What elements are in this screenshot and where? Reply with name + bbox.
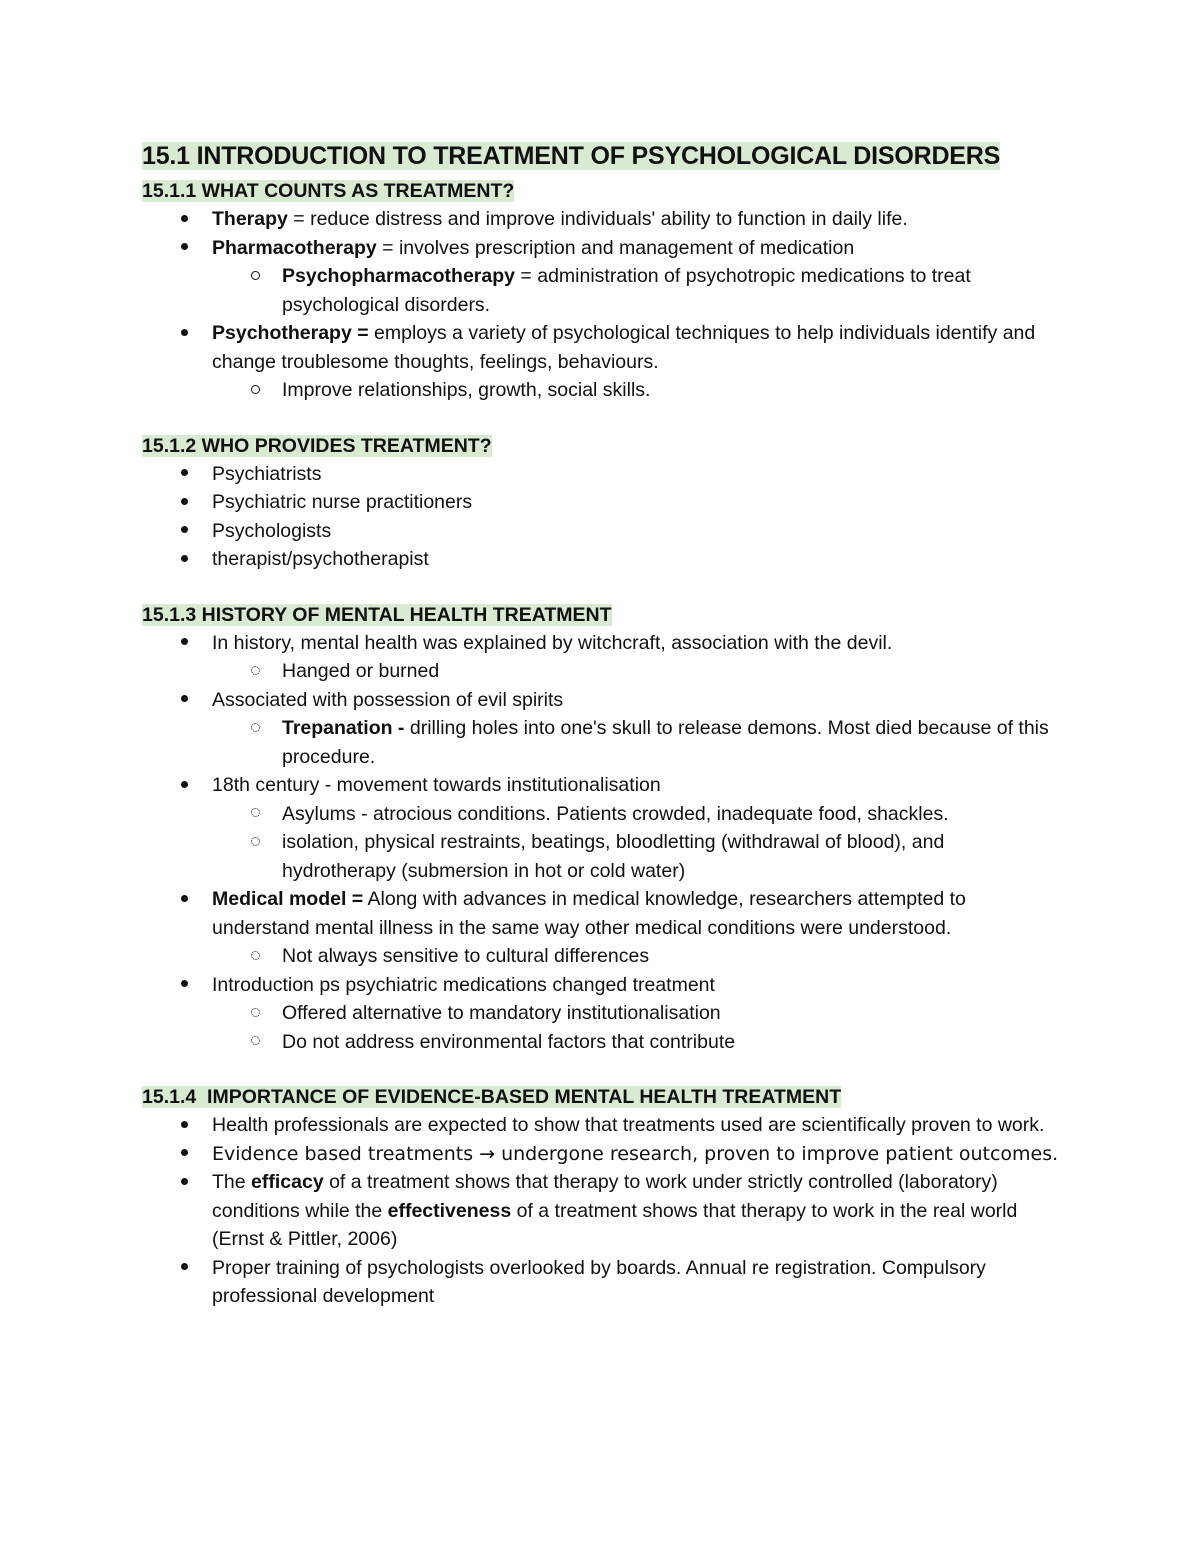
bullet-circle-icon	[245, 376, 265, 405]
list-item: Introduction ps psychiatric medications changed treatment	[142, 971, 1062, 1000]
list-item: Not always sensitive to cultural differences	[142, 942, 1062, 971]
bullet-dotted-circle-icon	[245, 714, 265, 743]
list-item: Medical model = Along with advances in medical knowledge, researchers attempted to understand mental illness in the same way other medical conditions were understood.	[142, 885, 1062, 942]
page-title	[142, 138, 1062, 175]
list-item: Psychopharmacotherapy = administration of psychotropic medications to treat psychological disorders.	[142, 262, 1062, 319]
list-item: Hanged or burned	[142, 657, 1062, 686]
bullet-dot-icon	[174, 1254, 194, 1283]
section-heading: 15.1.3 HISTORY OF MENTAL HEALTH TREATMENT	[142, 603, 612, 626]
list-item: The efficacy of a treatment shows that therapy to work under strictly controlled (laboratory) conditions while the effectiveness of a treatment shows that therapy to work in the real world (Ernst & Pittler, 2006)	[142, 1168, 1062, 1254]
bullet-dot-icon	[174, 1168, 194, 1197]
bullet-dot-icon	[174, 885, 194, 914]
list-item: Improve relationships, growth, social skills.	[142, 376, 1062, 405]
bullet-dotted-circle-icon	[245, 657, 265, 686]
section-heading: 15.1.2 WHO PROVIDES TREATMENT?	[142, 434, 492, 457]
bullet-dot-icon	[174, 488, 194, 517]
bullet-list	[142, 460, 1062, 574]
list-item: Psychotherapy = employs a variety of psychological techniques to help individuals identify and change troublesome thoughts, feelings, behaviours.	[142, 319, 1062, 376]
list-item: Psychologists	[142, 517, 1062, 546]
list-item: Health professionals are expected to show that treatments used are scientifically proven to work.	[142, 1111, 1062, 1140]
list-item: Offered alternative to mandatory institutionalisation	[142, 999, 1062, 1028]
bullet-list	[142, 205, 1062, 405]
bullet-dot-icon	[174, 971, 194, 1000]
list-item: Associated with possession of evil spirits	[142, 686, 1062, 715]
bullet-dot-icon	[174, 1140, 194, 1169]
bullet-dot-icon	[174, 517, 194, 546]
list-item: 18th century - movement towards institutionalisation	[142, 771, 1062, 800]
list-item: In history, mental health was explained by witchcraft, association with the devil.	[142, 629, 1062, 658]
bullet-dotted-circle-icon	[245, 800, 265, 829]
list-item: Psychiatrists	[142, 460, 1062, 489]
list-item: Trepanation - drilling holes into one's skull to release demons. Most died because of this procedure.	[142, 714, 1062, 771]
list-item: Therapy = reduce distress and improve individuals' ability to function in daily life.	[142, 205, 1062, 234]
bullet-dot-icon	[174, 1111, 194, 1140]
page-title-text: 15.1 INTRODUCTION TO TREATMENT OF PSYCHOLOGICAL DISORDERS	[142, 142, 1001, 170]
bullet-dot-icon	[174, 545, 194, 574]
list-item: Evidence based treatments → undergone research, proven to improve patient outcomes.	[142, 1140, 1062, 1169]
list-item: Psychiatric nurse practitioners	[142, 488, 1062, 517]
bullet-list	[142, 629, 1062, 1057]
list-item: isolation, physical restraints, beatings, bloodletting (withdrawal of blood), and hydrotherapy (submersion in hot or cold water)	[142, 828, 1062, 885]
bullet-dot-icon	[174, 234, 194, 263]
bullet-dotted-circle-icon	[245, 999, 265, 1028]
bullet-dot-icon	[174, 686, 194, 715]
bullet-list	[142, 1111, 1062, 1311]
bullet-dot-icon	[174, 319, 194, 348]
bullet-dotted-circle-icon	[245, 828, 265, 857]
bullet-dot-icon	[174, 205, 194, 234]
bullet-dot-icon	[174, 629, 194, 658]
list-item: Do not address environmental factors that contribute	[142, 1028, 1062, 1057]
list-item: Proper training of psychologists overlooked by boards. Annual re registration. Compulsory professional development	[142, 1254, 1062, 1311]
list-item: therapist/psychotherapist	[142, 545, 1062, 574]
bullet-dot-icon	[174, 460, 194, 489]
bullet-dot-icon	[174, 771, 194, 800]
bullet-circle-icon	[245, 262, 265, 291]
list-item: Pharmacotherapy = involves prescription and management of medication	[142, 234, 1062, 263]
section-heading: 15.1.4 IMPORTANCE OF EVIDENCE-BASED MENTAL HEALTH TREATMENT	[142, 1086, 842, 1108]
list-item: Asylums - atrocious conditions. Patients crowded, inadequate food, shackles.	[142, 800, 1062, 829]
bullet-dotted-circle-icon	[245, 942, 265, 971]
document-page	[142, 138, 1062, 1311]
section-heading: 15.1.1 WHAT COUNTS AS TREATMENT?	[142, 180, 515, 202]
bullet-dotted-circle-icon	[245, 1028, 265, 1057]
